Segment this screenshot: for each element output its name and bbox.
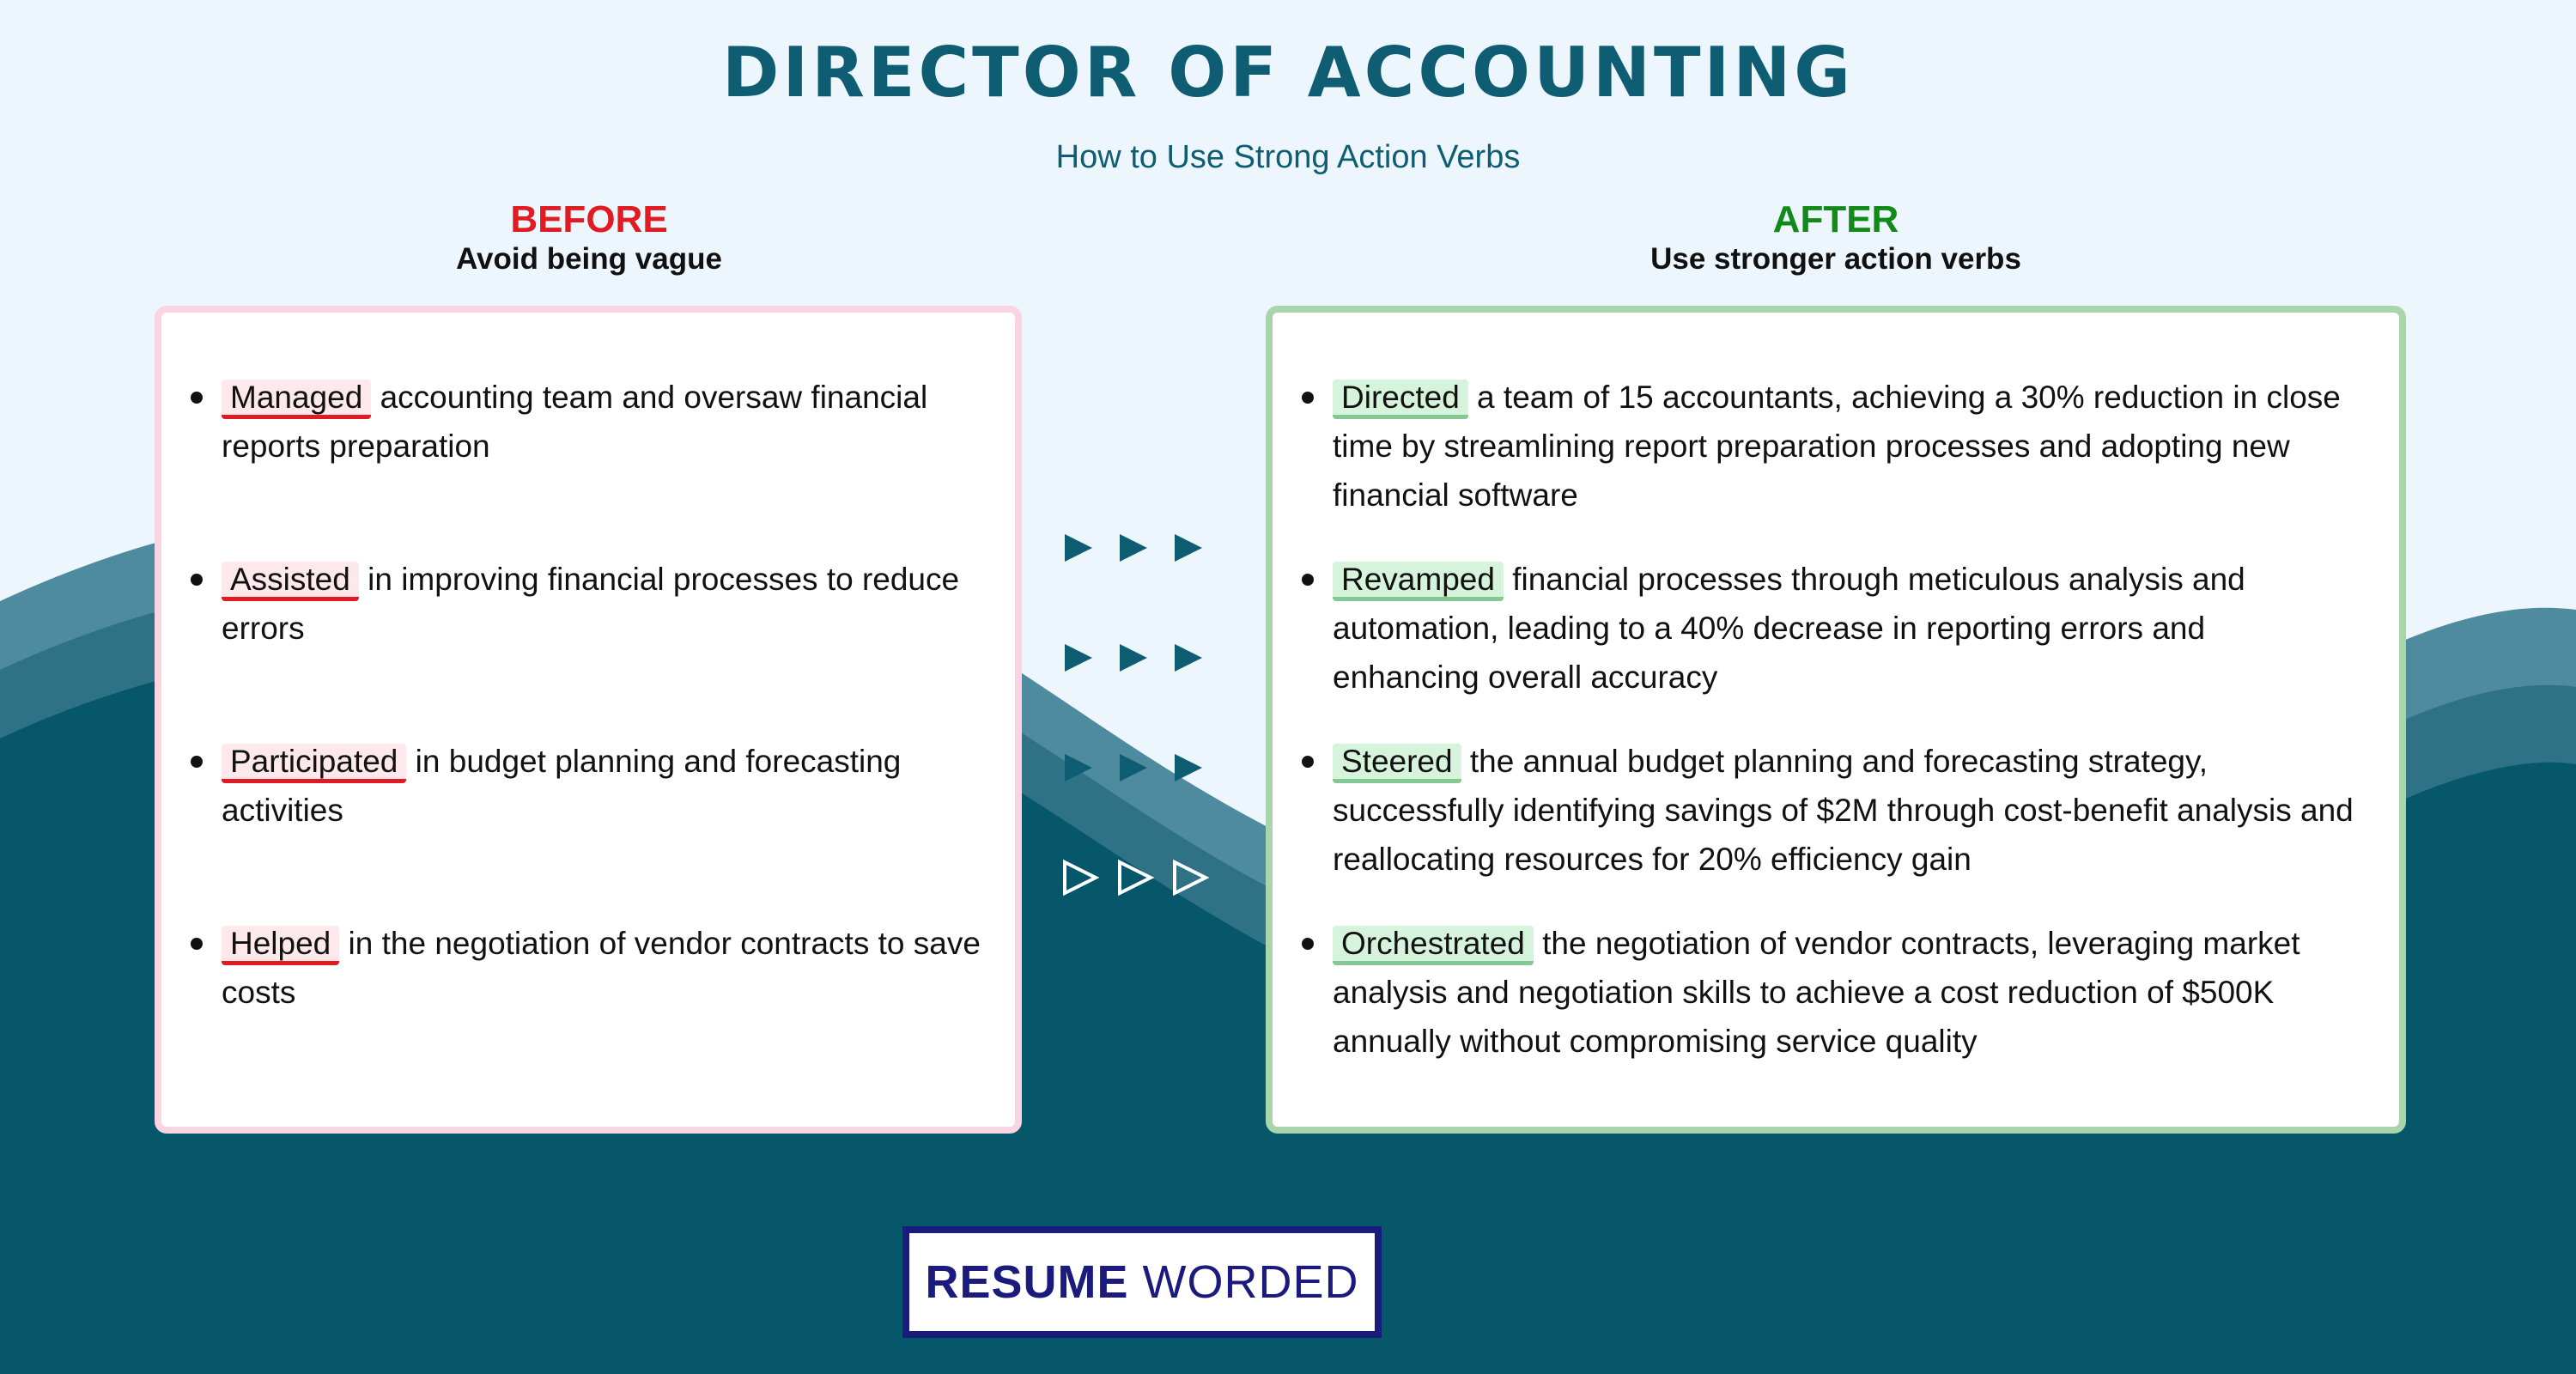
- strong-verb: Directed: [1333, 380, 1468, 419]
- weak-verb: Managed: [222, 380, 371, 419]
- before-sublabel: Avoid being vague: [456, 242, 722, 277]
- triple-arrow-outline-icon: [1058, 852, 1221, 903]
- before-label: BEFORE: [510, 198, 668, 240]
- after-item: [1273, 737, 2389, 884]
- before-card: [155, 306, 1022, 1134]
- weak-verb: Participated: [222, 744, 406, 783]
- bullet-icon: [191, 574, 203, 586]
- after-card: [1266, 306, 2406, 1134]
- after-item: [1273, 555, 2389, 702]
- bullet-icon: [191, 756, 203, 768]
- after-item-text: a team of 15 accountants, achieving a 30% reduction in close time by streamlining report preparation processes and adopting new financial software: [1333, 380, 2341, 513]
- before-item: [161, 737, 1020, 835]
- logo-bold-word: RESUME: [925, 1256, 1129, 1308]
- before-item-text: in improving financial processes to reduce errors: [222, 562, 960, 646]
- resume-worded-logo: [902, 1226, 1382, 1338]
- after-item-text: the negotiation of vendor contracts, leveraging market analysis and negotiation skills to achieve a cost reduction of $500K annually without compromising service quality: [1333, 926, 2300, 1059]
- strong-verb: Revamped: [1333, 562, 1504, 601]
- after-item-text: financial processes through meticulous analysis and automation, leading to a 40% decrease in reporting errors and enhancing overall accuracy: [1333, 562, 2245, 695]
- bullet-icon: [1302, 756, 1314, 768]
- logo-regular-word: WORDED: [1142, 1256, 1359, 1308]
- before-item-text: in the negotiation of vendor contracts to save costs: [222, 926, 981, 1010]
- page-subtitle: How to Use Strong Action Verbs: [1055, 139, 1521, 175]
- triple-arrow-filled-icon: [1058, 742, 1221, 793]
- before-item-text: in budget planning and forecasting activities: [222, 744, 902, 828]
- triple-arrow-filled-icon: [1058, 632, 1221, 684]
- page-title: DIRECTOR OF ACCOUNTING: [722, 33, 1854, 112]
- bullet-icon: [1302, 392, 1314, 404]
- bullet-icon: [191, 392, 203, 404]
- bullet-icon: [191, 938, 203, 950]
- after-item: [1273, 373, 2389, 520]
- after-sublabel: Use stronger action verbs: [1650, 242, 2021, 277]
- weak-verb: Helped: [222, 926, 339, 965]
- before-item-text: accounting team and oversaw financial reports preparation: [222, 380, 928, 464]
- after-item-text: the annual budget planning and forecasting strategy, successfully identifying savings of $2M through cost-benefit analysis and reallocating resources for 20% efficiency gain: [1333, 744, 2354, 877]
- before-header: [158, 199, 1020, 277]
- triple-arrow-filled-icon: [1058, 522, 1221, 574]
- bullet-icon: [1302, 574, 1314, 586]
- bullet-icon: [1302, 938, 1314, 950]
- after-label: AFTER: [1772, 198, 1899, 240]
- strong-verb: Steered: [1333, 744, 1461, 783]
- before-item: [161, 919, 1020, 1017]
- after-item: [1273, 919, 2389, 1066]
- after-header: [1267, 199, 2404, 277]
- strong-verb: Orchestrated: [1333, 926, 1534, 965]
- before-item: [161, 373, 1020, 471]
- before-item: [161, 555, 1020, 653]
- weak-verb: Assisted: [222, 562, 359, 601]
